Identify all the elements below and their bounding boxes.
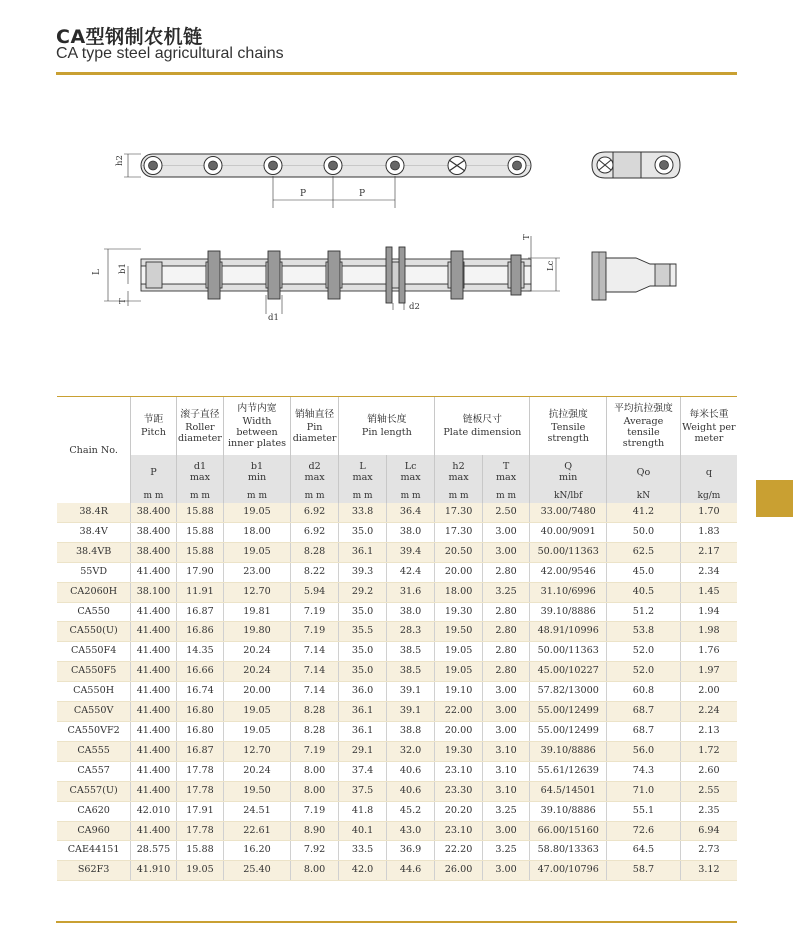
table-cell: 16.20 (224, 841, 291, 861)
table-cell: 38.100 (131, 582, 176, 602)
footer-divider (56, 921, 737, 923)
table-cell: 17.30 (435, 503, 482, 522)
table-cell: 64.5 (607, 841, 681, 861)
col-symbol: Q min (530, 455, 607, 489)
table-cell: 8.28 (290, 721, 338, 741)
table-cell: 3.00 (482, 542, 529, 562)
col-tensile-strength: 抗拉强度 Tensile strength (530, 397, 607, 456)
label-t-left: T (118, 298, 128, 304)
table-cell: 52.0 (607, 662, 681, 682)
chain-no-cell: CA550 (57, 602, 131, 622)
table-cell: 3.00 (482, 702, 529, 722)
table-cell: 23.30 (435, 781, 482, 801)
table-cell: 11.91 (176, 582, 223, 602)
table-cell: 57.82/13000 (530, 682, 607, 702)
table-cell: 47.00/10796 (530, 861, 607, 881)
table-cell: 74.3 (607, 761, 681, 781)
table-cell: 35.0 (339, 662, 386, 682)
table-cell: 45.00/10227 (530, 662, 607, 682)
col-unit: m m (386, 489, 435, 503)
table-cell: 36.9 (386, 841, 435, 861)
table-cell: 39.10/8886 (530, 741, 607, 761)
col-weight-per-meter: 每米长重 Weight per meter (680, 397, 737, 456)
table-cell: 7.19 (290, 801, 338, 821)
chain-spec-table (57, 396, 737, 881)
table-cell: 64.5/14501 (530, 781, 607, 801)
table-cell: 23.10 (435, 761, 482, 781)
chain-no-cell: CA550VF2 (57, 721, 131, 741)
table-cell: 7.19 (290, 602, 338, 622)
label-d1: d1 (268, 313, 279, 323)
table-cell: 68.7 (607, 721, 681, 741)
table-cell: 55.00/12499 (530, 721, 607, 741)
table-cell: 2.35 (680, 801, 737, 821)
table-cell: 41.400 (131, 702, 176, 722)
table-cell: 68.7 (607, 702, 681, 722)
col-symbol: Lc max (386, 455, 435, 489)
chain-no-cell: CA557 (57, 761, 131, 781)
table-cell: 3.10 (482, 781, 529, 801)
table-cell: 20.00 (435, 721, 482, 741)
table-cell: 16.87 (176, 602, 223, 622)
table-cell: 39.1 (386, 702, 435, 722)
chain-no-cell: 38.4VB (57, 542, 131, 562)
table-cell: 40.6 (386, 761, 435, 781)
table-cell: 28.575 (131, 841, 176, 861)
chain-no-cell: CAE44151 (57, 841, 131, 861)
col-plate-dimension: 链板尺寸 Plate dimension (435, 397, 530, 456)
col-roller-diameter: 滚子直径 Roller diameter (176, 397, 223, 456)
table-cell: 29.2 (339, 582, 386, 602)
table-cell: 38.8 (386, 721, 435, 741)
table-cell: 12.70 (224, 741, 291, 761)
table-cell: 3.10 (482, 761, 529, 781)
table-row (57, 721, 737, 741)
table-cell: 53.8 (607, 622, 681, 642)
table-row (57, 562, 737, 582)
table-cell: 19.05 (224, 542, 291, 562)
table-cell: 2.17 (680, 542, 737, 562)
table-row (57, 542, 737, 562)
page-title-cn: CA型钢制农机链 (56, 26, 203, 48)
chain-no-cell: CA555 (57, 741, 131, 761)
col-symbol: d2 max (290, 455, 338, 489)
table-cell: 19.30 (435, 741, 482, 761)
col-pitch: 节距 Pitch (131, 397, 176, 456)
table-row (57, 861, 737, 881)
chain-no-cell: CA2060H (57, 582, 131, 602)
table-cell: 72.6 (607, 821, 681, 841)
table-cell: 40.1 (339, 821, 386, 841)
table-cell: 17.90 (176, 562, 223, 582)
table-cell: 36.0 (339, 682, 386, 702)
table-cell: 37.5 (339, 781, 386, 801)
table-row (57, 602, 737, 622)
table-cell: 22.20 (435, 841, 482, 861)
table-cell: 45.2 (386, 801, 435, 821)
chain-no-cell: 38.4R (57, 503, 131, 522)
table-cell: 2.80 (482, 602, 529, 622)
table-cell: 6.92 (290, 522, 338, 542)
chain-diagram (0, 0, 793, 390)
table-cell: 41.400 (131, 682, 176, 702)
label-d2: d2 (409, 302, 420, 312)
table-row (57, 821, 737, 841)
table-cell: 41.400 (131, 761, 176, 781)
table-cell: 31.6 (386, 582, 435, 602)
table-cell: 26.00 (435, 861, 482, 881)
col-unit: m m (339, 489, 386, 503)
page-title-en: CA type steel agricultural chains (56, 45, 284, 62)
table-cell: 39.4 (386, 542, 435, 562)
chain-no-cell: CA550(U) (57, 622, 131, 642)
table-cell: 8.00 (290, 761, 338, 781)
table-cell: 17.30 (435, 522, 482, 542)
table-cell: 7.19 (290, 741, 338, 761)
table-cell: 15.88 (176, 841, 223, 861)
table-cell: 17.78 (176, 781, 223, 801)
table-cell: 20.24 (224, 642, 291, 662)
table-cell: 19.80 (224, 622, 291, 642)
table-cell: 19.10 (435, 682, 482, 702)
table-cell: 16.74 (176, 682, 223, 702)
table-cell: 2.50 (482, 503, 529, 522)
table-cell: 23.00 (224, 562, 291, 582)
table-cell: 39.10/8886 (530, 602, 607, 622)
table-cell: 39.1 (386, 682, 435, 702)
table-cell: 1.45 (680, 582, 737, 602)
table-row (57, 702, 737, 722)
chain-top-view (115, 154, 531, 208)
col-symbol: T max (482, 455, 529, 489)
table-cell: 2.80 (482, 562, 529, 582)
table-row (57, 642, 737, 662)
table-cell: 41.400 (131, 622, 176, 642)
table-cell: 36.1 (339, 542, 386, 562)
table-cell: 2.13 (680, 721, 737, 741)
table-cell: 23.10 (435, 821, 482, 841)
table-cell: 16.66 (176, 662, 223, 682)
table-cell: 12.70 (224, 582, 291, 602)
table-cell: 16.87 (176, 741, 223, 761)
col-symbol: L max (339, 455, 386, 489)
chain-no-cell: CA550V (57, 702, 131, 722)
table-cell: 41.8 (339, 801, 386, 821)
table-cell: 51.2 (607, 602, 681, 622)
col-unit: m m (482, 489, 529, 503)
table-cell: 2.34 (680, 562, 737, 582)
table-cell: 1.97 (680, 662, 737, 682)
chain-side-view (104, 236, 560, 314)
table-cell: 17.91 (176, 801, 223, 821)
table-cell: 42.0 (339, 861, 386, 881)
col-unit: m m (290, 489, 338, 503)
table-cell: 19.50 (224, 781, 291, 801)
label-pitch-1: P (300, 189, 307, 199)
table-cell: 7.92 (290, 841, 338, 861)
table-cell: 3.00 (482, 682, 529, 702)
table-row (57, 801, 737, 821)
table-cell: 8.00 (290, 861, 338, 881)
table-cell: 62.5 (607, 542, 681, 562)
table-cell: 20.20 (435, 801, 482, 821)
table-cell: 66.00/15160 (530, 821, 607, 841)
table-cell: 18.00 (224, 522, 291, 542)
table-cell: 3.10 (482, 741, 529, 761)
table-cell: 40.5 (607, 582, 681, 602)
table-cell: 3.00 (482, 522, 529, 542)
table-cell: 45.0 (607, 562, 681, 582)
table-cell: 38.5 (386, 662, 435, 682)
table-cell: 20.24 (224, 761, 291, 781)
table-cell: 19.50 (435, 622, 482, 642)
table-cell: 3.25 (482, 801, 529, 821)
table-cell: 20.00 (224, 682, 291, 702)
table-cell: 2.80 (482, 662, 529, 682)
table-cell: 8.28 (290, 702, 338, 722)
table-cell: 8.28 (290, 542, 338, 562)
col-inner-width: 内节内宽 Width between inner plates (224, 397, 291, 456)
table-cell: 50.00/11363 (530, 642, 607, 662)
col-symbol: b1 min (224, 455, 291, 489)
col-average-tensile-strength: 平均抗拉强度 Average tensile strength (607, 397, 681, 456)
table-cell: 37.4 (339, 761, 386, 781)
col-symbol: Qo (607, 455, 681, 489)
table-cell: 8.90 (290, 821, 338, 841)
chain-no-cell: CA620 (57, 801, 131, 821)
table-cell: 1.72 (680, 741, 737, 761)
table-cell: 20.50 (435, 542, 482, 562)
table-cell: 38.400 (131, 542, 176, 562)
table-cell: 38.400 (131, 522, 176, 542)
table-cell: 39.3 (339, 562, 386, 582)
chain-no-cell: CA960 (57, 821, 131, 841)
col-pin-length: 销轴长度 Pin length (339, 397, 435, 456)
table-cell: 41.910 (131, 861, 176, 881)
col-pin-diameter: 销轴直径 Pin diameter (290, 397, 338, 456)
table-cell: 5.94 (290, 582, 338, 602)
table-cell: 33.8 (339, 503, 386, 522)
chain-no-cell: CA550H (57, 682, 131, 702)
table-row (57, 503, 737, 522)
col-unit: kN/lbf (530, 489, 607, 503)
table-cell: 41.400 (131, 642, 176, 662)
table-cell: 19.05 (176, 861, 223, 881)
table-cell: 55.00/12499 (530, 702, 607, 722)
table-cell: 42.010 (131, 801, 176, 821)
chain-no-cell: CA550F4 (57, 642, 131, 662)
table-cell: 15.88 (176, 522, 223, 542)
table-cell: 36.4 (386, 503, 435, 522)
table-cell: 18.00 (435, 582, 482, 602)
table-cell: 8.22 (290, 562, 338, 582)
table-cell: 1.76 (680, 642, 737, 662)
table-cell: 19.05 (224, 503, 291, 522)
table-cell: 20.00 (435, 562, 482, 582)
table-cell: 17.78 (176, 761, 223, 781)
chain-no-cell: CA557(U) (57, 781, 131, 801)
table-row (57, 522, 737, 542)
table-cell: 43.0 (386, 821, 435, 841)
table-cell: 15.88 (176, 503, 223, 522)
label-b1: b1 (118, 263, 128, 274)
table-cell: 38.0 (386, 602, 435, 622)
table-cell: 16.80 (176, 702, 223, 722)
table-cell: 44.6 (386, 861, 435, 881)
col-unit: m m (435, 489, 482, 503)
table-cell: 33.5 (339, 841, 386, 861)
table-cell: 6.94 (680, 821, 737, 841)
table-cell: 22.61 (224, 821, 291, 841)
table-cell: 7.19 (290, 622, 338, 642)
col-symbol: h2 max (435, 455, 482, 489)
table-cell: 41.400 (131, 821, 176, 841)
table-cell: 41.400 (131, 662, 176, 682)
table-row (57, 682, 737, 702)
table-cell: 48.91/10996 (530, 622, 607, 642)
table-cell: 8.00 (290, 781, 338, 801)
table-cell: 7.14 (290, 682, 338, 702)
col-unit: m m (224, 489, 291, 503)
table-cell: 56.0 (607, 741, 681, 761)
chain-side-end-view (592, 252, 676, 300)
table-cell: 42.4 (386, 562, 435, 582)
table-cell: 60.8 (607, 682, 681, 702)
table-cell: 19.05 (224, 702, 291, 722)
table-cell: 50.00/11363 (530, 542, 607, 562)
table-cell: 7.14 (290, 662, 338, 682)
table-cell: 36.1 (339, 721, 386, 741)
table-cell: 41.400 (131, 562, 176, 582)
table-cell: 33.00/7480 (530, 503, 607, 522)
table-cell: 24.51 (224, 801, 291, 821)
chain-no-cell: CA550F5 (57, 662, 131, 682)
table-cell: 41.400 (131, 721, 176, 741)
table-cell: 52.0 (607, 642, 681, 662)
table-cell: 16.80 (176, 721, 223, 741)
table-cell: 22.00 (435, 702, 482, 722)
table-cell: 40.6 (386, 781, 435, 801)
table-row (57, 841, 737, 861)
table-cell: 38.5 (386, 642, 435, 662)
table-cell: 58.80/13363 (530, 841, 607, 861)
table-cell: 50.0 (607, 522, 681, 542)
chain-no-cell: 38.4V (57, 522, 131, 542)
table-cell: 28.3 (386, 622, 435, 642)
table-cell: 20.24 (224, 662, 291, 682)
table-cell: 31.10/6996 (530, 582, 607, 602)
table-cell: 71.0 (607, 781, 681, 801)
table-row (57, 662, 737, 682)
table-cell: 15.88 (176, 542, 223, 562)
col-unit: m m (131, 489, 176, 503)
table-cell: 2.80 (482, 622, 529, 642)
table-cell: 3.00 (482, 861, 529, 881)
table-cell: 35.0 (339, 522, 386, 542)
label-pitch-2: P (359, 189, 366, 199)
table-cell: 2.60 (680, 761, 737, 781)
table-cell: 35.5 (339, 622, 386, 642)
col-unit: kg/m (680, 489, 737, 503)
table-cell: 19.81 (224, 602, 291, 622)
col-symbol: d1 max (176, 455, 223, 489)
table-cell: 7.14 (290, 642, 338, 662)
table-cell: 14.35 (176, 642, 223, 662)
table-cell: 19.05 (224, 721, 291, 741)
chain-no-cell: S62F3 (57, 861, 131, 881)
table-cell: 1.70 (680, 503, 737, 522)
table-cell: 1.98 (680, 622, 737, 642)
table-cell: 41.400 (131, 602, 176, 622)
table-cell: 6.92 (290, 503, 338, 522)
col-unit: m m (176, 489, 223, 503)
col-chain-no: Chain No. (57, 397, 131, 504)
side-tab (756, 480, 793, 517)
table-cell: 16.86 (176, 622, 223, 642)
table-cell: 2.80 (482, 642, 529, 662)
table-cell: 35.0 (339, 602, 386, 622)
table-cell: 40.00/9091 (530, 522, 607, 542)
col-symbol: P (131, 455, 176, 489)
table-cell: 39.10/8886 (530, 801, 607, 821)
table-cell: 38.400 (131, 503, 176, 522)
table-row (57, 582, 737, 602)
table-cell: 3.25 (482, 841, 529, 861)
table-cell: 41.400 (131, 781, 176, 801)
chain-no-cell: 55VD (57, 562, 131, 582)
table-cell: 3.12 (680, 861, 737, 881)
table-cell: 38.0 (386, 522, 435, 542)
table-cell: 3.25 (482, 582, 529, 602)
table-cell: 2.73 (680, 841, 737, 861)
table-cell: 19.05 (435, 662, 482, 682)
table-cell: 1.94 (680, 602, 737, 622)
table-cell: 55.1 (607, 801, 681, 821)
table-cell: 2.24 (680, 702, 737, 722)
table-cell: 3.00 (482, 821, 529, 841)
chain-top-end-view (592, 152, 680, 178)
table-cell: 32.0 (386, 741, 435, 761)
table-cell: 19.05 (435, 642, 482, 662)
table-cell: 55.61/12639 (530, 761, 607, 781)
table-row (57, 781, 737, 801)
table-cell: 36.1 (339, 702, 386, 722)
table-cell: 42.00/9546 (530, 562, 607, 582)
table-cell: 58.7 (607, 861, 681, 881)
col-symbol: q (680, 455, 737, 489)
table-cell: 2.55 (680, 781, 737, 801)
table-cell: 25.40 (224, 861, 291, 881)
table-cell: 29.1 (339, 741, 386, 761)
label-lc: Lc (546, 260, 556, 271)
label-h2: h2 (115, 155, 125, 166)
table-cell: 2.00 (680, 682, 737, 702)
table-cell: 1.83 (680, 522, 737, 542)
col-unit: kN (607, 489, 681, 503)
table-row (57, 741, 737, 761)
table-row (57, 761, 737, 781)
table-cell: 3.00 (482, 721, 529, 741)
label-t-right: T (522, 234, 532, 240)
table-cell: 41.400 (131, 741, 176, 761)
label-pin-length: L (92, 269, 102, 275)
table-cell: 17.78 (176, 821, 223, 841)
table-cell: 19.30 (435, 602, 482, 622)
table-cell: 41.2 (607, 503, 681, 522)
table-cell: 35.0 (339, 642, 386, 662)
table-row (57, 622, 737, 642)
